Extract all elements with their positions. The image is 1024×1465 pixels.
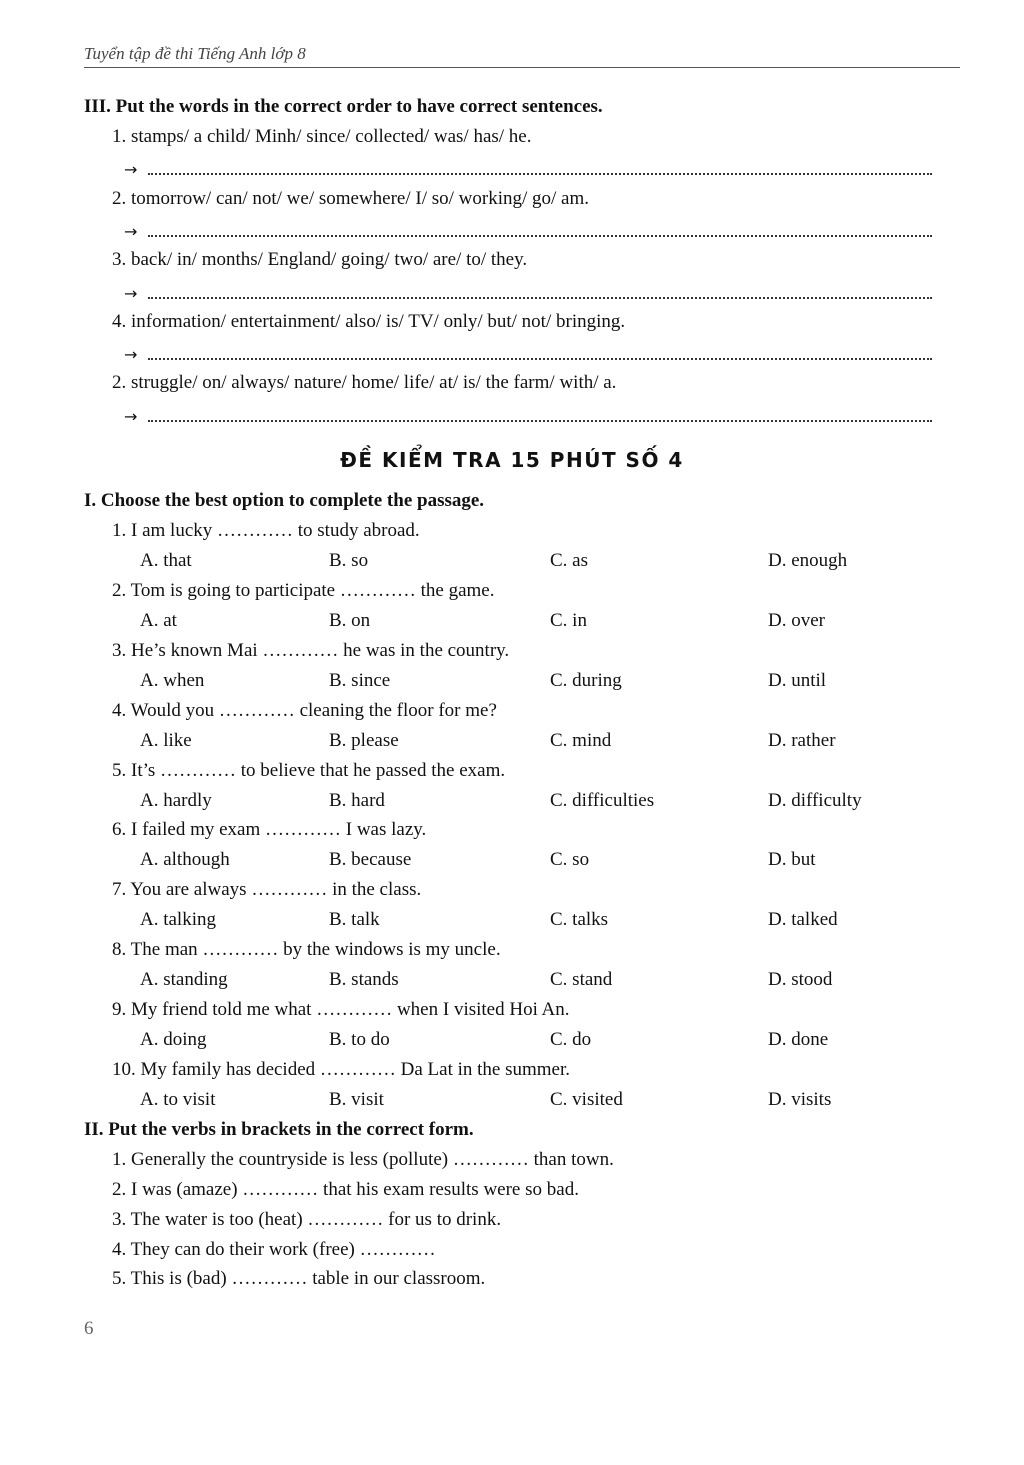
option-b: B. since xyxy=(329,670,391,691)
options-6 xyxy=(140,849,940,873)
options-5 xyxy=(140,790,940,814)
option-c: C. talks xyxy=(550,909,609,930)
section3-item-5: 2. struggle/ on/ always/ nature/ home/ life/ at/ is/ the farm/ with/ a. xyxy=(112,372,617,393)
option-a: A. standing xyxy=(140,969,228,990)
option-c: C. visited xyxy=(550,1089,623,1110)
option-a: A. to visit xyxy=(140,1089,216,1110)
option-a: A. hardly xyxy=(140,790,212,811)
option-b: B. because xyxy=(329,849,412,870)
section3-item-3: 3. back/ in/ months/ England/ going/ two/ are/ to/ they. xyxy=(112,249,528,270)
question-9: 9. My friend told me what ………… when I visited Hoi An. xyxy=(112,999,570,1020)
options-7 xyxy=(140,909,940,933)
page-number: 6 xyxy=(84,1318,94,1339)
option-c: C. so xyxy=(550,849,590,870)
option-d: D. difficulty xyxy=(768,790,862,811)
dotted-line xyxy=(148,358,932,360)
dotted-line xyxy=(148,420,932,422)
option-b: B. to do xyxy=(329,1029,390,1050)
running-header: Tuyển tập đề thi Tiếng Anh lớp 8 xyxy=(84,44,306,63)
options-4 xyxy=(140,730,940,754)
question-3: 3. He’s known Mai ………… he was in the country. xyxy=(112,640,510,661)
answer-line-5 xyxy=(124,403,932,425)
option-b: B. stands xyxy=(329,969,399,990)
answer-line-3 xyxy=(124,280,932,302)
answer-line-2 xyxy=(124,218,932,240)
option-d: D. talked xyxy=(768,909,838,930)
option-a: A. talking xyxy=(140,909,216,930)
answer-line-4 xyxy=(124,341,932,363)
option-a: A. that xyxy=(140,550,192,571)
part2-item-2: 2. I was (amaze) ………… that his exam results were so bad. xyxy=(112,1179,579,1200)
section3-item-4: 4. information/ entertainment/ also/ is/ TV/ only/ but/ not/ bringing. xyxy=(112,311,626,332)
part2-item-1: 1. Generally the countryside is less (pollute) ………… than town. xyxy=(112,1149,614,1170)
part2-title: II. Put the verbs in brackets in the correct form. xyxy=(84,1119,474,1140)
option-c: C. do xyxy=(550,1029,592,1050)
test-title: ĐỀ KIỂM TRA 15 PHÚT SỐ 4 xyxy=(340,448,684,472)
question-2: 2. Tom is going to participate ………… the game. xyxy=(112,580,495,601)
option-b: B. please xyxy=(329,730,399,751)
option-b: B. talk xyxy=(329,909,380,930)
section3-title: III. Put the words in the correct order to have correct sentences. xyxy=(84,96,603,117)
part2-item-5: 5. This is (bad) ………… table in our classroom. xyxy=(112,1268,486,1289)
option-d: D. rather xyxy=(768,730,836,751)
arrow-icon: → xyxy=(124,345,138,364)
arrow-icon: → xyxy=(124,222,138,241)
part1-title: I. Choose the best option to complete the passage. xyxy=(84,490,485,511)
options-9 xyxy=(140,1029,940,1053)
option-a: A. like xyxy=(140,730,192,751)
dotted-line xyxy=(148,297,932,299)
section3-item-2: 2. tomorrow/ can/ not/ we/ somewhere/ I/ so/ working/ go/ am. xyxy=(112,188,590,209)
option-c: C. difficulties xyxy=(550,790,655,811)
option-d: D. but xyxy=(768,849,816,870)
part2-item-3: 3. The water is too (heat) ………… for us to drink. xyxy=(112,1209,502,1230)
dotted-line xyxy=(148,173,932,175)
options-2 xyxy=(140,610,940,634)
question-1: 1. I am lucky ………… to study abroad. xyxy=(112,520,420,541)
options-1 xyxy=(140,550,940,574)
header-rule xyxy=(84,67,960,68)
part2-item-4: 4. They can do their work (free) ………… xyxy=(112,1239,436,1260)
question-5: 5. It’s ………… to believe that he passed the exam. xyxy=(112,760,506,781)
question-10: 10. My family has decided ………… Da Lat in the summer. xyxy=(112,1059,571,1080)
option-d: D. visits xyxy=(768,1089,832,1110)
option-d: D. enough xyxy=(768,550,848,571)
option-c: C. as xyxy=(550,550,588,571)
option-c: C. stand xyxy=(550,969,613,990)
question-4: 4. Would you ………… cleaning the floor for me? xyxy=(112,700,497,721)
option-c: C. during xyxy=(550,670,622,691)
option-d: D. stood xyxy=(768,969,833,990)
option-b: B. so xyxy=(329,550,369,571)
option-c: C. in xyxy=(550,610,587,631)
option-d: D. until xyxy=(768,670,827,691)
question-7: 7. You are always ………… in the class. xyxy=(112,879,422,900)
option-b: B. visit xyxy=(329,1089,384,1110)
arrow-icon: → xyxy=(124,407,138,426)
answer-line-1 xyxy=(124,156,932,178)
option-a: A. although xyxy=(140,849,230,870)
option-b: B. on xyxy=(329,610,371,631)
section3-item-1: 1. stamps/ a child/ Minh/ since/ collected/ was/ has/ he. xyxy=(112,126,532,147)
option-a: A. at xyxy=(140,610,177,631)
options-8 xyxy=(140,969,940,993)
question-8: 8. The man ………… by the windows is my uncle. xyxy=(112,939,501,960)
option-a: A. when xyxy=(140,670,205,691)
arrow-icon: → xyxy=(124,284,138,303)
option-d: D. done xyxy=(768,1029,829,1050)
option-a: A. doing xyxy=(140,1029,207,1050)
options-3 xyxy=(140,670,940,694)
dotted-line xyxy=(148,235,932,237)
option-c: C. mind xyxy=(550,730,612,751)
options-10 xyxy=(140,1089,940,1113)
question-6: 6. I failed my exam ………… I was lazy. xyxy=(112,819,427,840)
option-d: D. over xyxy=(768,610,825,631)
arrow-icon: → xyxy=(124,160,138,179)
option-b: B. hard xyxy=(329,790,385,811)
